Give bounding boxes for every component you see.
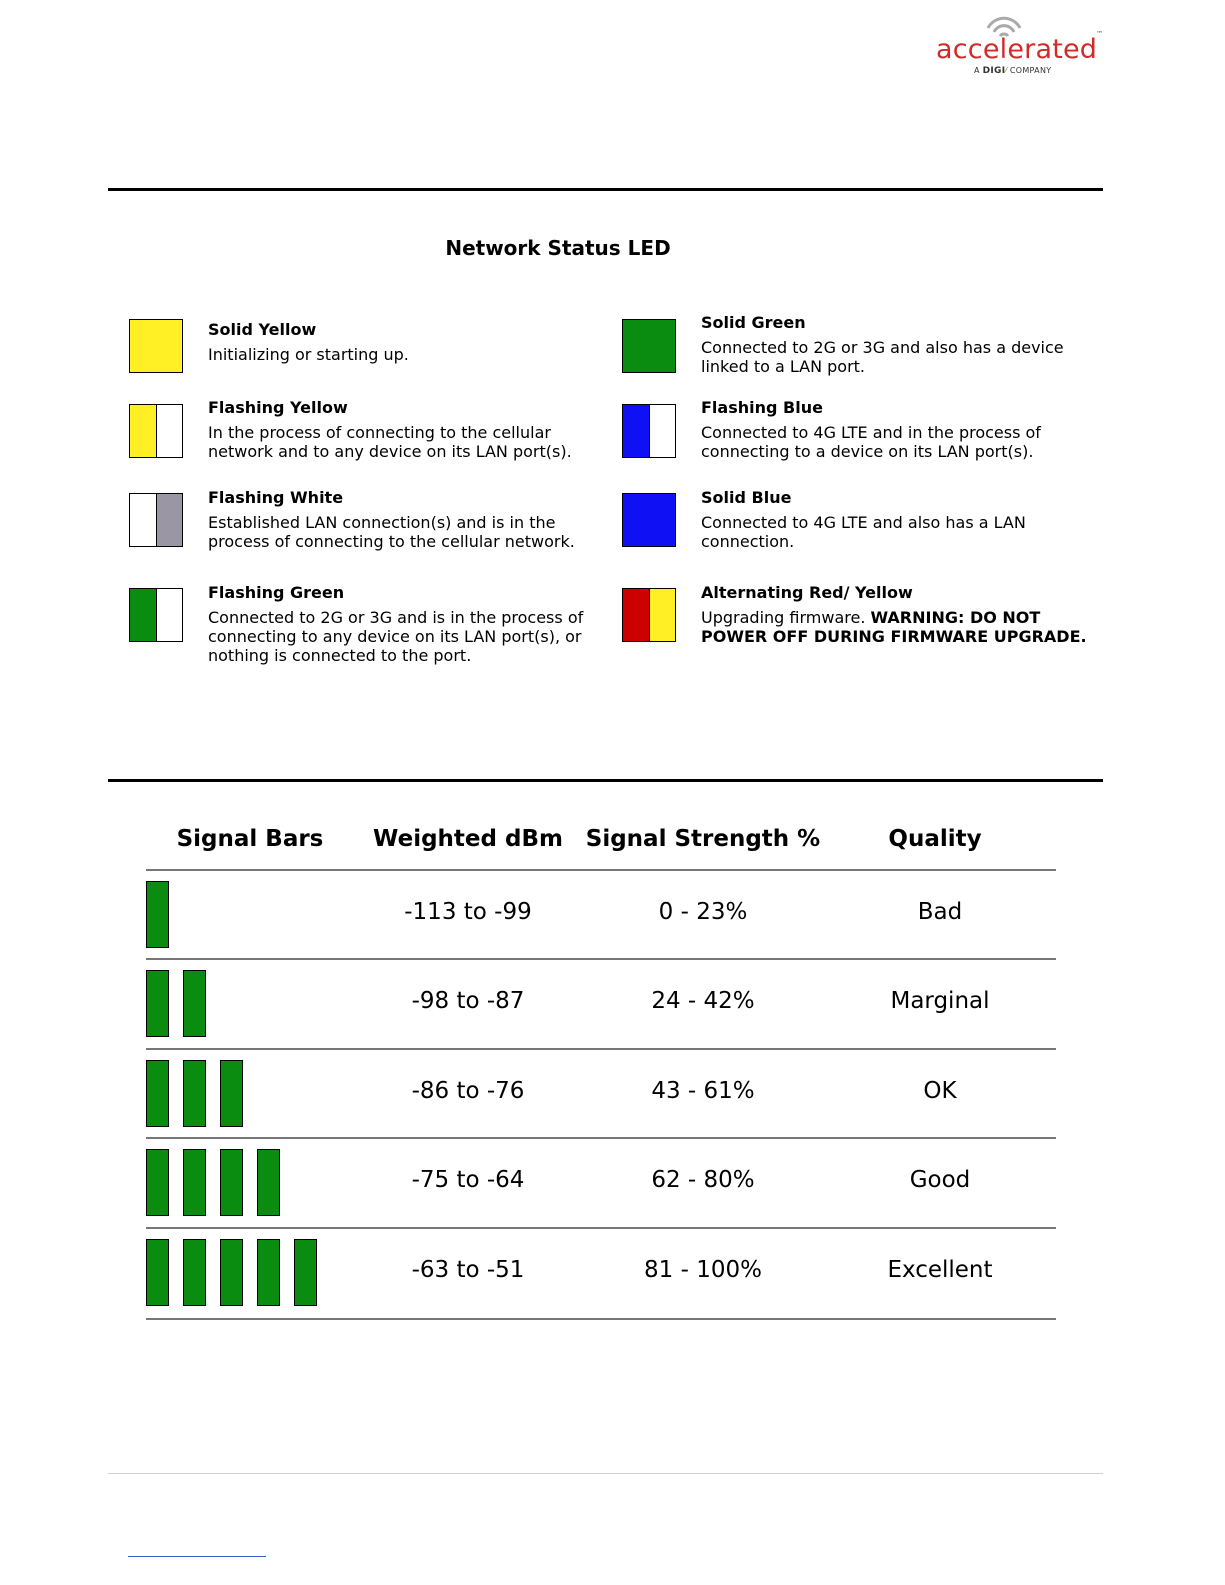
table-cell-dbm: -75 to -64 — [411, 1167, 525, 1193]
table-cell-quality: Marginal — [890, 988, 990, 1014]
led-description-text: Initializing or starting up. — [208, 345, 409, 364]
digi-mark-icon: ⁄ — [1005, 66, 1008, 75]
table-cell-strength: 24 - 42% — [651, 988, 755, 1014]
led-swatch-segment — [649, 589, 676, 641]
section-divider-middle — [108, 779, 1103, 782]
signal-bar — [257, 1149, 280, 1216]
led-text — [208, 488, 608, 551]
led-description-text: In the process of connecting to the cellular network and to any device on its LAN port(s). — [208, 423, 572, 461]
led-text — [701, 398, 1101, 461]
led-swatch-segment — [156, 589, 183, 641]
led-color-swatch — [129, 588, 183, 642]
led-description-text: Connected to 4G LTE and in the process of connecting to a device on its LAN port(s). — [701, 423, 1041, 461]
led-text — [701, 488, 1101, 551]
signal-bar — [294, 1239, 317, 1306]
led-swatch-segment — [130, 589, 156, 641]
table-cell-strength: 62 - 80% — [651, 1167, 755, 1193]
table-cell-quality: Bad — [917, 899, 963, 925]
led-swatch-segment — [623, 405, 649, 457]
logo-wordmark: accelerated — [936, 34, 1098, 65]
quality-header: Quality — [888, 826, 982, 852]
signal-bar — [183, 1149, 206, 1216]
led-name: Flashing Green — [208, 583, 345, 602]
led-swatch-segment — [156, 494, 183, 546]
table-cell-dbm: -113 to -99 — [404, 899, 532, 925]
signal-bar — [183, 970, 206, 1037]
led-description — [208, 608, 598, 665]
table-row-divider — [146, 869, 1056, 871]
table-cell-dbm: -63 to -51 — [411, 1257, 525, 1283]
led-description-text: Connected to 2G or 3G and is in the process of connecting to any device on its LAN port(s), or nothing is connected to the port. — [208, 608, 584, 665]
led-text — [208, 320, 608, 364]
table-cell-strength: 81 - 100% — [644, 1257, 762, 1283]
led-name: Solid Green — [701, 313, 806, 332]
logo-tagline — [974, 66, 1051, 76]
led-description — [701, 338, 1091, 376]
led-swatch-segment — [130, 405, 156, 457]
led-swatch-segment — [623, 320, 675, 372]
signal-bar — [220, 1060, 243, 1127]
led-text — [208, 398, 608, 461]
signal-strength-header: Signal Strength % — [585, 826, 821, 852]
table-cell-quality: Excellent — [887, 1257, 993, 1283]
led-swatch-segment — [156, 405, 183, 457]
logo-tagline-suffix: COMPANY — [1009, 66, 1052, 75]
signal-bar — [146, 1060, 169, 1127]
signal-bar — [257, 1239, 280, 1306]
led-description — [208, 345, 598, 364]
led-description-text: Established LAN connection(s) and is in the process of connecting to the cellular network. — [208, 513, 575, 551]
footer-divider — [108, 1473, 1103, 1474]
led-description — [701, 423, 1091, 461]
signal-bar — [183, 1060, 206, 1127]
footer-link-underline[interactable] — [128, 1556, 266, 1557]
table-row-divider — [146, 1227, 1056, 1229]
led-description — [208, 513, 598, 551]
table-cell-strength: 0 - 23% — [658, 899, 748, 925]
signal-bar — [146, 1239, 169, 1306]
signal-bar — [146, 970, 169, 1037]
company-logo — [928, 14, 1110, 80]
led-color-swatch — [622, 493, 676, 547]
led-text — [701, 313, 1101, 376]
weighted-dbm-header: Weighted dBm — [373, 826, 563, 852]
led-description — [208, 423, 598, 461]
led-swatch-segment — [130, 320, 182, 372]
led-swatch-segment — [649, 405, 676, 457]
signal-bars-header: Signal Bars — [176, 826, 324, 852]
section-divider-top — [108, 188, 1103, 191]
table-cell-quality: OK — [923, 1078, 957, 1104]
table-row-divider — [146, 958, 1056, 960]
led-color-swatch — [622, 319, 676, 373]
signal-bar — [220, 1149, 243, 1216]
led-swatch-segment — [623, 589, 649, 641]
led-description-warning: WARNING: DO NOT POWER OFF DURING FIRMWARE UPGRADE. — [701, 608, 1087, 646]
signal-bar — [220, 1239, 243, 1306]
led-color-swatch — [129, 493, 183, 547]
led-name: Flashing White — [208, 488, 344, 507]
table-row-divider — [146, 1048, 1056, 1050]
table-cell-dbm: -86 to -76 — [411, 1078, 525, 1104]
led-text — [208, 583, 608, 665]
table-cell-strength: 43 - 61% — [651, 1078, 755, 1104]
led-color-swatch — [129, 319, 183, 373]
signal-bar — [183, 1239, 206, 1306]
led-text — [701, 583, 1101, 646]
signal-bar — [146, 881, 169, 948]
signal-bar — [146, 1149, 169, 1216]
logo-trademark: ™ — [1096, 30, 1103, 38]
led-color-swatch — [622, 404, 676, 458]
led-name: Alternating Red/ Yellow — [701, 583, 913, 602]
led-section-title: Network Status LED — [445, 236, 671, 260]
led-description — [701, 513, 1091, 551]
led-swatch-segment — [623, 494, 675, 546]
led-name: Flashing Yellow — [208, 398, 348, 417]
logo-tagline-prefix: A — [974, 66, 980, 75]
table-row-divider — [146, 1137, 1056, 1139]
led-description — [701, 608, 1091, 646]
led-description-text: Connected to 2G or 3G and also has a device linked to a LAN port. — [701, 338, 1064, 376]
led-name: Solid Blue — [701, 488, 792, 507]
led-description-text: Connected to 4G LTE and also has a LAN connection. — [701, 513, 1026, 551]
led-name: Solid Yellow — [208, 320, 317, 339]
table-cell-dbm: -98 to -87 — [411, 988, 525, 1014]
led-description-text: Upgrading firmware. — [701, 608, 871, 627]
led-color-swatch — [622, 588, 676, 642]
table-cell-quality: Good — [909, 1167, 971, 1193]
led-name: Flashing Blue — [701, 398, 823, 417]
led-color-swatch — [129, 404, 183, 458]
table-row-divider — [146, 1318, 1056, 1320]
logo-tagline-digi: DIGI — [982, 66, 1006, 76]
led-swatch-segment — [130, 494, 156, 546]
